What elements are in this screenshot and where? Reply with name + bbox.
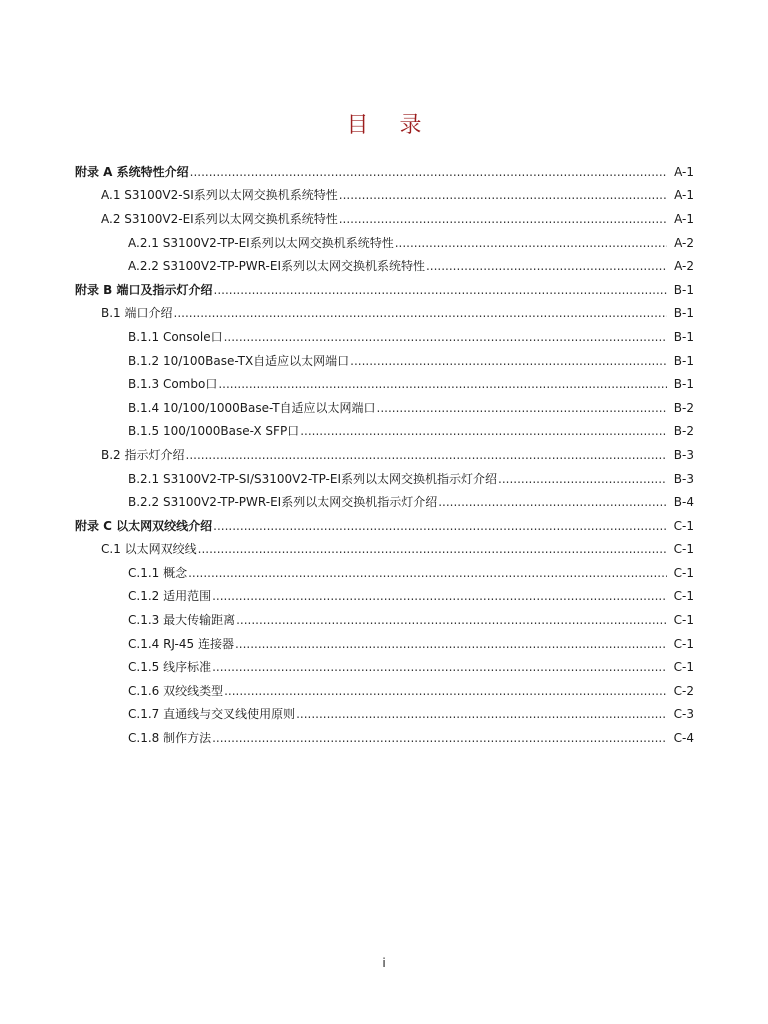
toc-entry-page: A-2 [674, 259, 694, 274]
toc-entry-page: C-2 [673, 683, 694, 698]
dot-leader [224, 684, 667, 698]
dot-leader [212, 660, 667, 674]
toc-entry-page: B-3 [673, 447, 694, 462]
toc-entry[interactable] [0, 396, 768, 420]
toc-entry[interactable] [0, 443, 768, 467]
toc-entry-page: A-1 [674, 188, 694, 203]
toc-entry[interactable] [0, 254, 768, 278]
toc-entry[interactable] [0, 632, 768, 656]
footer-page-number: i [382, 956, 386, 970]
dot-leader [377, 401, 667, 415]
toc-entry[interactable] [0, 231, 768, 255]
dot-leader [214, 283, 667, 297]
toc-entry-page: B-4 [673, 495, 694, 510]
dot-leader [218, 377, 667, 391]
toc-entry-title: C.1.4 RJ-45 连接器 [128, 636, 234, 651]
dot-leader [188, 566, 667, 580]
toc-entry-page: B-2 [673, 424, 694, 439]
dot-leader [438, 495, 667, 509]
toc-entry[interactable] [0, 538, 768, 562]
toc-entry[interactable] [0, 561, 768, 585]
dot-leader [350, 354, 667, 368]
toc-entry-title: 附录 A 系统特性介绍 [75, 164, 189, 179]
toc-entry-page: B-2 [673, 400, 694, 415]
toc-entry-page: B-1 [673, 329, 694, 344]
toc-entry-title: C.1.8 制作方法 [128, 731, 212, 746]
toc-entry-title: C.1.5 线序标准 [128, 660, 212, 675]
toc-entry-title: A.2 S3100V2-EI系列以太网交换机系统特性 [101, 211, 338, 226]
toc-entry[interactable] [0, 160, 768, 184]
dot-leader [186, 448, 668, 462]
table-of-contents [0, 160, 768, 750]
toc-entry-title: C.1 以太网双绞线 [101, 542, 197, 557]
dot-leader [198, 542, 667, 556]
toc-entry-title: 附录 B 端口及指示灯介绍 [75, 282, 213, 297]
toc-entry[interactable] [0, 207, 768, 231]
toc-entry[interactable] [0, 608, 768, 632]
toc-entry-page: A-2 [674, 235, 694, 250]
toc-entry[interactable] [0, 372, 768, 396]
toc-entry-title: C.1.1 概念 [128, 565, 188, 580]
toc-entry[interactable] [0, 467, 768, 491]
toc-entry[interactable] [0, 585, 768, 609]
toc-entry-title: B.2.2 S3100V2-TP-PWR-EI系列以太网交换机指示灯介绍 [128, 495, 438, 510]
toc-entry-page: C-1 [673, 589, 694, 604]
toc-entry-title: B.1.3 Combo口 [128, 377, 218, 392]
toc-entry-page: C-1 [673, 636, 694, 651]
toc-entry-page: A-1 [674, 164, 694, 179]
toc-entry-title: B.1.2 10/100Base-TX自适应以太网端口 [128, 353, 350, 368]
toc-entry-page: B-1 [673, 306, 694, 321]
toc-entry[interactable] [0, 278, 768, 302]
toc-entry-page: C-1 [673, 613, 694, 628]
toc-entry[interactable] [0, 514, 768, 538]
toc-entry-page: C-1 [673, 542, 694, 557]
toc-entry-page: B-1 [673, 282, 694, 297]
toc-entry-title: B.2.1 S3100V2-TP-SI/S3100V2-TP-EI系列以太网交换机指示灯介绍 [128, 471, 497, 486]
dot-leader [212, 731, 667, 745]
toc-entry[interactable] [0, 302, 768, 326]
dot-leader [174, 306, 668, 320]
toc-entry-page: C-1 [673, 565, 694, 580]
toc-entry-title: A.1 S3100V2-SI系列以太网交换机系统特性 [101, 188, 338, 203]
dot-leader [236, 613, 667, 627]
toc-entry[interactable] [0, 184, 768, 208]
dot-leader [339, 212, 667, 226]
dot-leader [296, 707, 667, 721]
dot-leader [190, 165, 667, 179]
toc-entry-title: B.1 端口介绍 [101, 306, 173, 321]
dot-leader [498, 472, 667, 486]
toc-entry-title: B.1.1 Console口 [128, 329, 223, 344]
toc-entry[interactable] [0, 655, 768, 679]
toc-entry-title: A.2.1 S3100V2-TP-EI系列以太网交换机系统特性 [128, 235, 394, 250]
page-title: 目 录 [346, 113, 434, 138]
toc-entry-page: C-1 [673, 660, 694, 675]
toc-entry-title: B.1.5 100/1000Base-X SFP口 [128, 424, 300, 439]
toc-entry-page: B-1 [673, 377, 694, 392]
toc-entry-title: 附录 C 以太网双绞线介绍 [75, 518, 213, 533]
dot-leader [213, 519, 667, 533]
toc-entry-page: B-3 [673, 471, 694, 486]
toc-entry-page: C-4 [673, 731, 694, 746]
toc-entry-page: C-1 [673, 518, 694, 533]
dot-leader [339, 188, 667, 202]
toc-entry[interactable] [0, 420, 768, 444]
toc-entry-title: B.1.4 10/100/1000Base-T自适应以太网端口 [128, 400, 376, 415]
dot-leader [212, 589, 667, 603]
toc-entry-title: C.1.2 适用范围 [128, 589, 212, 604]
toc-entry-title: B.2 指示灯介绍 [101, 447, 185, 462]
dot-leader [235, 637, 667, 651]
toc-entry[interactable] [0, 325, 768, 349]
toc-entry-title: A.2.2 S3100V2-TP-PWR-EI系列以太网交换机系统特性 [128, 259, 425, 274]
toc-entry[interactable] [0, 349, 768, 373]
dot-leader [426, 259, 667, 273]
toc-entry-page: B-1 [673, 353, 694, 368]
toc-entry[interactable] [0, 726, 768, 750]
toc-entry-title: C.1.3 最大传输距离 [128, 613, 236, 628]
toc-entry[interactable] [0, 490, 768, 514]
toc-entry[interactable] [0, 679, 768, 703]
toc-entry-title: C.1.6 双绞线类型 [128, 683, 224, 698]
dot-leader [300, 424, 667, 438]
toc-entry-page: C-3 [673, 707, 694, 722]
toc-entry[interactable] [0, 703, 768, 727]
dot-leader [395, 236, 667, 250]
dot-leader [224, 330, 667, 344]
toc-entry-page: A-1 [674, 211, 694, 226]
toc-entry-title: C.1.7 直通线与交叉线使用原则 [128, 707, 296, 722]
